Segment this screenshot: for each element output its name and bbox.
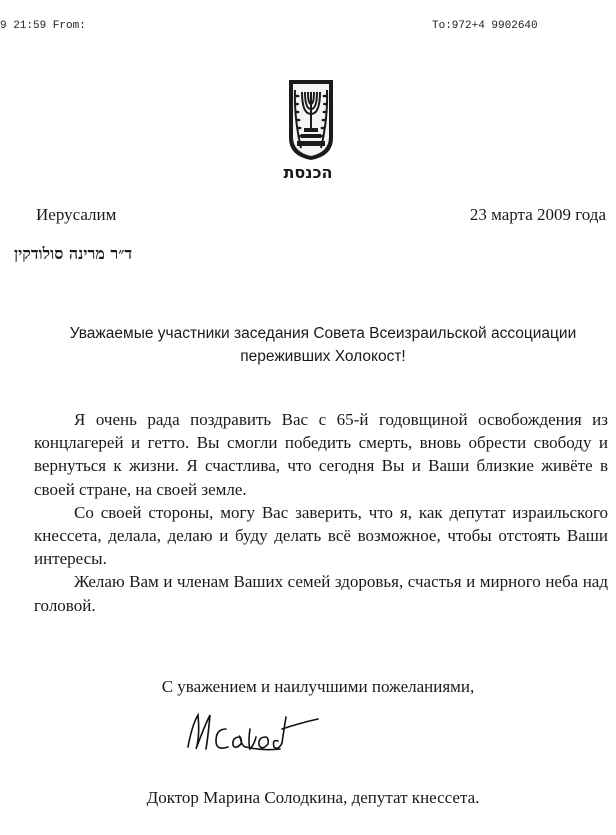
knesset-name: הכנסת — [283, 163, 333, 182]
fax-header — [0, 20, 616, 36]
fax-header-left: 9 21:59 From: — [0, 20, 86, 32]
sender-hebrew: ד״ר מרינה סולודקין — [14, 244, 133, 263]
salutation-line-1: Уважаемые участники заседания Совета Всеизраильской ассоциации — [69, 325, 577, 342]
handwritten-signature-icon — [182, 707, 322, 767]
signer-name: Доктор Марина Солодкина, депутат кнессета. — [146, 788, 480, 807]
letter-body — [34, 408, 608, 617]
body-paragraph-1: Я очень рада поздравить Вас с 65-й годовщиной освобождения из концлагерей и гетто. Вы смогли победить смерть, вновь обрести свободу и вернуться к жизни. Я счастлива, что сегодня Вы и Ваши близкие живёте в своей стране, на своей земле. — [34, 410, 608, 499]
date: 23 марта 2009 года — [469, 205, 606, 224]
body-paragraph-2: Со своей стороны, могу Вас заверить, что я, как депутат израильского кнессета, делала, делаю и буду делать всё возможное, чтобы отстоять Ваши интересы. — [34, 502, 608, 569]
closing: С уважением и наилучшими пожеланиями, — [161, 677, 475, 696]
city: Иерусалим — [36, 205, 117, 224]
menorah-emblem-icon — [283, 78, 339, 162]
salutation-line-2: переживших Холокост! — [240, 348, 406, 365]
body-paragraph-3: Желаю Вам и членам Ваших семей здоровья, счастья и мирного неба над головой. — [34, 572, 608, 615]
fax-header-right: To:972+4 9902640 — [432, 20, 538, 32]
salutation — [40, 322, 606, 368]
